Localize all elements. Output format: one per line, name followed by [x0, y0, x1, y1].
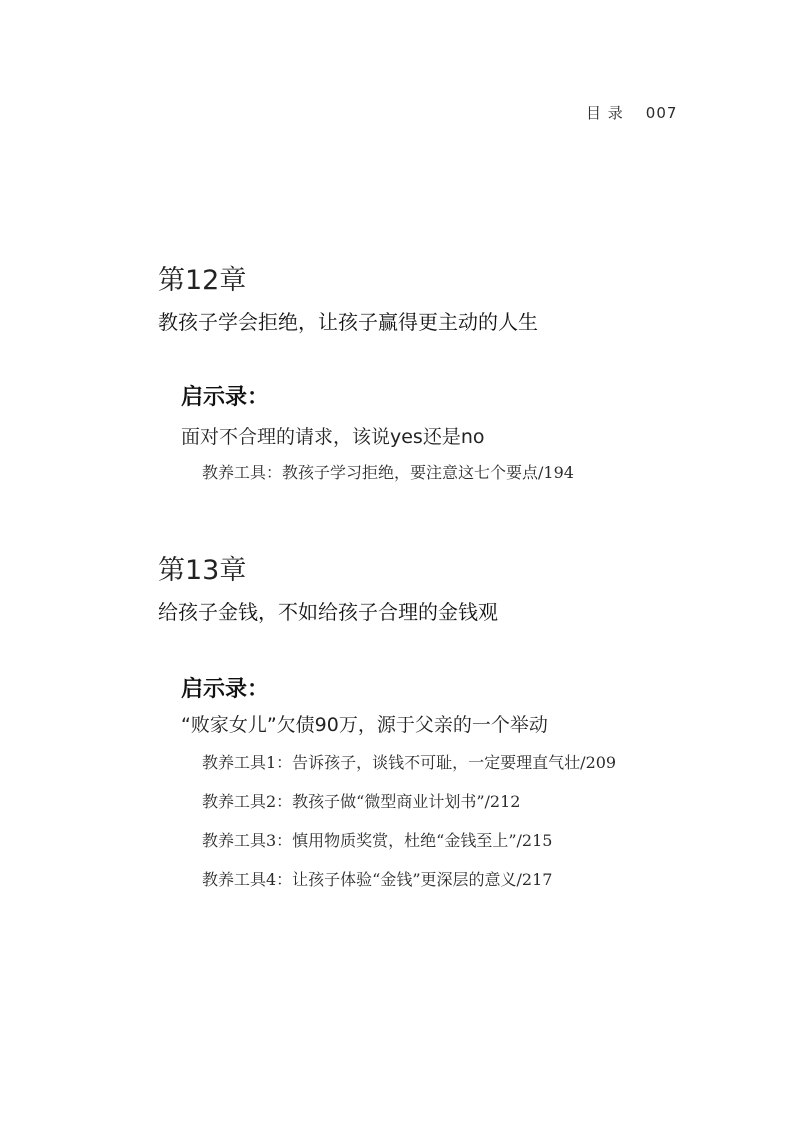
- chapter-13-tool-item-2: 教养工具2：教孩子做“微型商业计划书”/212: [202, 792, 521, 811]
- chapter-12-section-label: 启示录：: [181, 385, 270, 410]
- chapter-13-tool-item-1: 教养工具1：告诉孩子，谈钱不可耻，一定要理直气壮/209: [202, 753, 617, 772]
- chapter-13-section-label: 启示录：: [181, 677, 270, 702]
- chapter-13-tool-item-3: 教养工具3：慎用物质奖赏，杜绝“金钱至上”/215: [202, 831, 553, 850]
- chapter-13-section-item: “败家女儿”欠债90万，源于父亲的一个举动: [181, 714, 548, 736]
- chapter-13-label: 第13章: [158, 555, 247, 586]
- chapter-12-label: 第12章: [158, 265, 247, 296]
- chapter-12-title: 教孩子学会拒绝，让孩子赢得更主动的人生: [158, 310, 538, 334]
- chapter-13-tool-item-4: 教养工具4：让孩子体验“金钱”更深层的意义/217: [202, 870, 553, 889]
- page-number: 007: [645, 104, 678, 122]
- chapter-12-section-item: 面对不合理的请求，该说yes还是no: [181, 426, 485, 448]
- chapter-13-title: 给孩子金钱，不如给孩子合理的金钱观: [158, 600, 498, 624]
- header-section-title: 目 录: [586, 104, 624, 122]
- chapter-12-tool-item: 教养工具：教孩子学习拒绝，要注意这七个要点/194: [202, 463, 574, 482]
- running-header: [586, 102, 677, 123]
